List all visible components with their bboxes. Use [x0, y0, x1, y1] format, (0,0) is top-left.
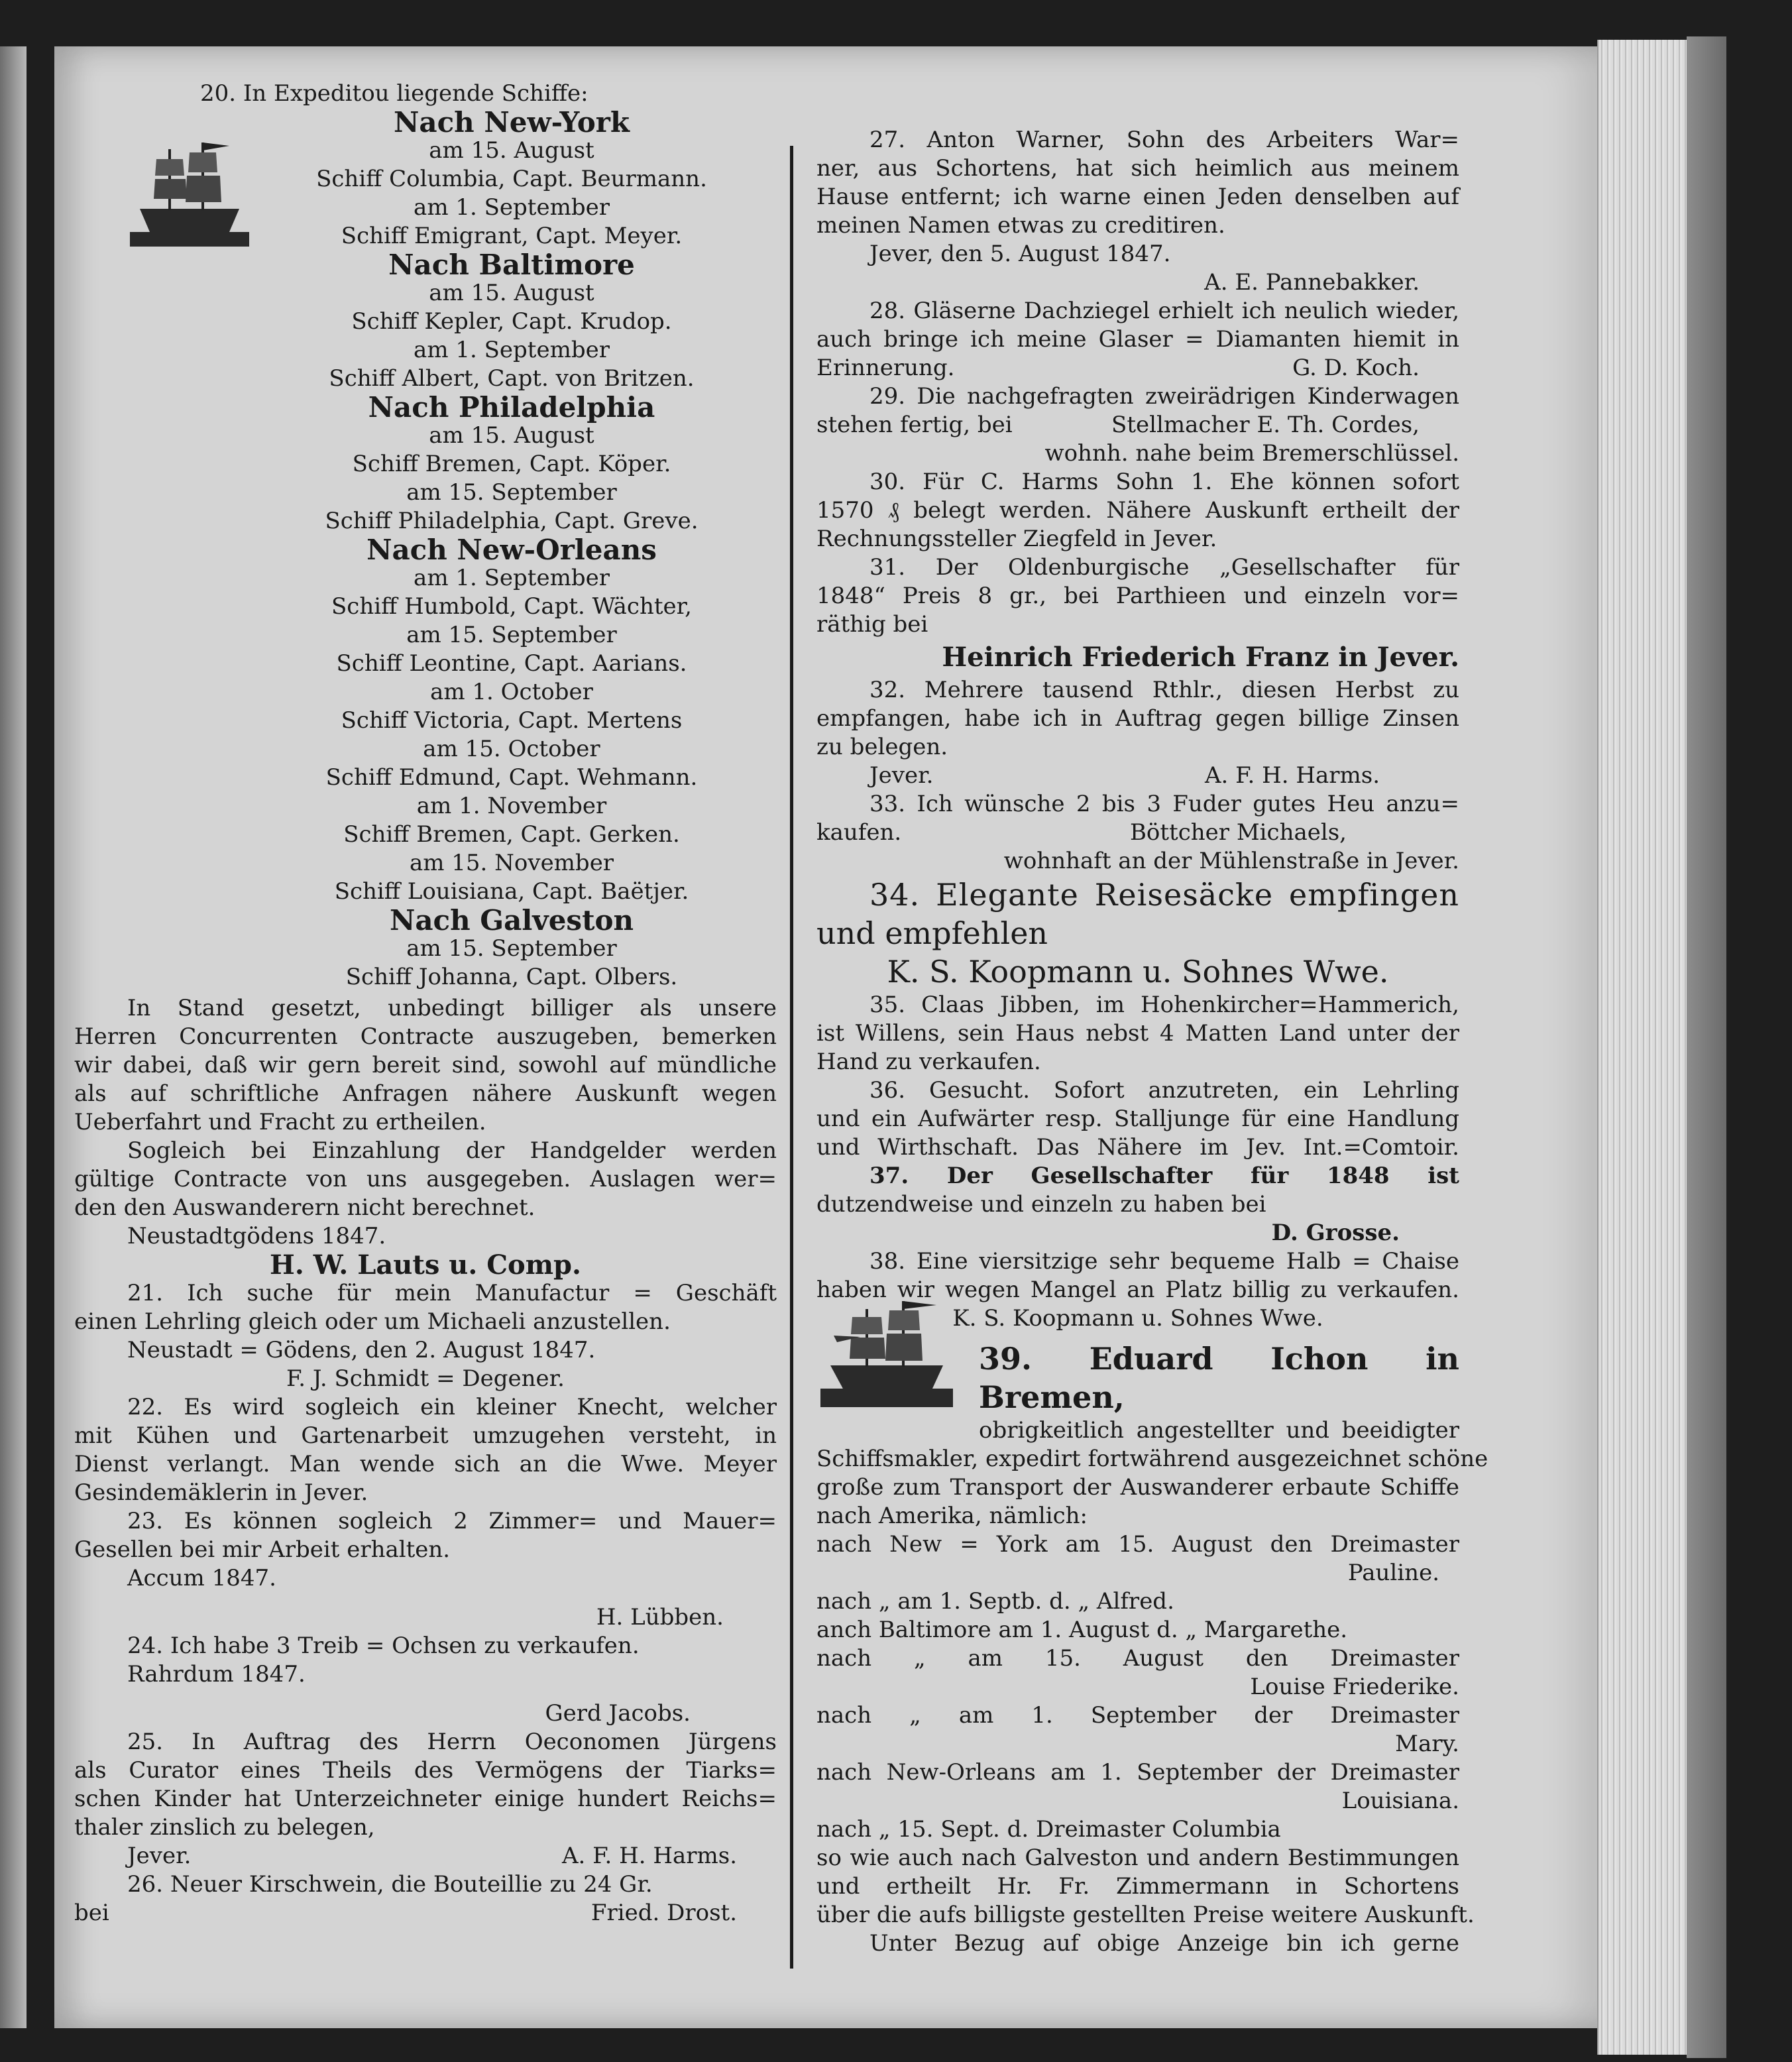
signature: Heinrich Friederich Franz in Jever.: [942, 642, 1459, 673]
body-line: Sogleich bei Einzahlung der Handgelder werden: [127, 1137, 777, 1164]
sailing-line: nach „ am 1. Septb. d. „ Alfred.: [816, 1588, 1174, 1615]
destination-heading: Nach Baltimore: [388, 249, 635, 281]
sailing-date: am 15. November: [409, 850, 614, 876]
signature: K. S. Koopmann u. Sohnes Wwe.: [887, 954, 1389, 990]
ad-37: [816, 1162, 1459, 1247]
body-line: 28. Gläserne Dachziegel erhielt ich neulich wieder,: [869, 298, 1459, 324]
place-date: Rahrdum 1847.: [127, 1661, 306, 1688]
sailing-line: nach „ am 15. August den Dreimaster: [816, 1645, 1459, 1672]
ship-line: Schiff Edmund, Capt. Wehmann.: [325, 764, 698, 791]
body-line: Gesellen bei mir Arbeit erhalten.: [74, 1536, 451, 1563]
ship-line: Schiff Kepler, Capt. Krudop.: [351, 308, 672, 335]
sailing-line: nach New-Orleans am 1. September der Dreimaster: [816, 1759, 1459, 1786]
ad-27: [816, 126, 1459, 297]
sailing-date: am 15. October: [423, 736, 600, 762]
body-line: über die aufs billigste gestellten Preise weitere Auskunft.: [816, 1902, 1475, 1928]
ad-25: [74, 1728, 777, 1870]
sailing-ship: Mary.: [1395, 1731, 1459, 1757]
left-column: [74, 80, 777, 1927]
body-line: zu belegen.: [816, 734, 948, 760]
body-line: 27. Anton Warner, Sohn des Arbeiters War=: [869, 127, 1459, 153]
ad-32: [816, 676, 1459, 790]
book-spine: [1687, 36, 1726, 2058]
body-line: den den Auswanderern nicht berechnet.: [74, 1194, 535, 1221]
body-line: 26. Neuer Kirschwein, die Bouteillie zu 24 Gr.: [127, 1871, 653, 1898]
body-line: thaler zinslich zu belegen,: [74, 1814, 375, 1841]
body-line: 24. Ich habe 3 Treib = Ochsen zu verkaufen.: [127, 1632, 640, 1659]
ad-21: [74, 1279, 777, 1393]
body-line: 23. Es können sogleich 2 Zimmer= und Mauer=: [127, 1508, 777, 1534]
body-line: In Stand gesetzt, unbedingt billiger als unsere: [127, 995, 777, 1021]
body-line: mit Kühen und Gartenarbeit umzugehen versteht, in: [74, 1422, 777, 1449]
address: wohnhaft an der Mühlenstraße in Jever.: [1003, 848, 1459, 874]
ship-line: Schiff Johanna, Capt. Olbers.: [345, 964, 678, 990]
ship-line: Schiff Victoria, Capt. Mertens: [341, 707, 683, 734]
signature: Gerd Jacobs.: [545, 1700, 691, 1727]
body-line: Ueberfahrt und Fracht zu ertheilen.: [74, 1109, 486, 1135]
body-line: Schiffsmakler, expedirt fortwährend ausgezeichnet schöne: [816, 1446, 1488, 1472]
signature: Fried. Drost.: [590, 1900, 737, 1926]
sailing-ship: Pauline.: [1347, 1560, 1439, 1586]
body-line: 36. Gesucht. Sofort anzutreten, ein Lehrling: [869, 1077, 1459, 1104]
sailing-date: am 15. August: [429, 280, 594, 306]
body-line: gültige Contracte von uns ausgegeben. Auslagen wer=: [74, 1166, 777, 1192]
body-line: 35. Claas Jibben, im Hohenkircher=Hammerich,: [869, 992, 1459, 1018]
sailing-date: am 1. October: [430, 679, 593, 705]
body-line: empfangen, habe ich in Auftrag gegen billige Zinsen: [816, 705, 1459, 732]
previous-page-edge: [0, 46, 27, 2028]
sailing-line: nach New = York am 15. August den Dreimaster: [816, 1531, 1459, 1558]
body-line: 21. Ich suche für mein Manufactur = Geschäft: [127, 1280, 777, 1306]
ad-29: [816, 382, 1459, 468]
body-line: und ein Aufwärter resp. Stalljunge für eine Handlung: [816, 1106, 1459, 1132]
body-line: schen Kinder hat Unterzeichneter einige hundert Reichs=: [74, 1786, 777, 1812]
signature: H. Lübben.: [596, 1604, 724, 1631]
ship-line: Schiff Emigrant, Capt. Meyer.: [341, 223, 683, 249]
destination-heading: Nach New-York: [394, 106, 630, 139]
sailing-date: am 1. September: [414, 194, 610, 221]
ship-line: Schiff Albert, Capt. von Britzen.: [329, 365, 695, 392]
ad-20: [74, 80, 750, 992]
body-line: stehen fertig, bei: [816, 412, 1013, 438]
body-line: ist Willens, sein Haus nebst 4 Matten Land unter der: [816, 1020, 1459, 1047]
body-line: Gesindemäklerin in Jever.: [74, 1479, 368, 1506]
body-line: große zum Transport der Auswanderer erbaute Schiffe: [816, 1474, 1459, 1501]
body-line: 37. Der Gesellschafter für 1848 ist: [869, 1163, 1459, 1189]
body-line: 25. In Auftrag des Herrn Oeconomen Jürgens: [127, 1729, 777, 1755]
signature: F. J. Schmidt = Degener.: [286, 1365, 565, 1392]
body-line: und ertheilt Hr. Fr. Zimmermann in Schortens: [816, 1873, 1459, 1900]
body-line: ner, aus Schortens, hat sich heimlich aus meinem: [816, 155, 1459, 182]
body-line: so wie auch nach Galveston und andern Bestimmungen: [816, 1845, 1459, 1871]
body-line: bei: [74, 1900, 109, 1926]
sailing-date: am 15. September: [406, 479, 617, 506]
destination-heading: Nach New-Orleans: [366, 534, 657, 566]
page-edges: [1597, 40, 1691, 2055]
ad-20-body: [74, 994, 777, 1279]
sailing-line: anch Baltimore am 1. August d. „ Margarethe.: [816, 1617, 1348, 1643]
ad-heading: Bremen,: [979, 1379, 1125, 1415]
ad-22: [74, 1393, 777, 1507]
body-line: als Curator eines Theils des Vermögens der Tiarks=: [74, 1757, 777, 1784]
signature: A. F. H. Harms.: [1204, 762, 1380, 789]
ad-31: [816, 553, 1459, 676]
ad-38: [816, 1247, 1459, 1333]
ad-36: [816, 1076, 1459, 1162]
body-line: wir dabei, daß wir gern bereit sind, sowohl auf mündliche: [74, 1052, 777, 1078]
ad-heading: 39. Eduard Ichon in: [979, 1341, 1459, 1377]
ad-33: [816, 790, 1459, 876]
body-line: 22. Es wird sogleich ein kleiner Knecht, welcher: [127, 1394, 777, 1420]
body-line: Herren Concurrenten Contracte auszugeben, bemerken: [74, 1023, 777, 1050]
body-line: dutzendweise und einzeln zu haben bei: [816, 1191, 1266, 1218]
place-date: Accum 1847.: [127, 1565, 276, 1591]
right-column: [816, 126, 1488, 1958]
body-line: 1570 ₰ belegt werden. Nähere Auskunft ertheilt der: [816, 497, 1459, 524]
sailing-line: nach „ 15. Sept. d. Dreimaster Columbia: [816, 1816, 1281, 1843]
ad-26: [74, 1870, 777, 1927]
body-line: meinen Namen etwas zu creditiren.: [816, 212, 1225, 239]
column-rule: [790, 146, 793, 1969]
body-line: 38. Eine viersitzige sehr bequeme Halb = Chaise: [869, 1248, 1459, 1275]
body-line: als auf schriftliche Anfragen nähere Auskunft wegen: [74, 1080, 777, 1107]
body-line: 31. Der Oldenburgische „Gesellschafter für: [869, 554, 1459, 581]
signature: G. D. Koch.: [1292, 355, 1420, 381]
body-line: Hand zu verkaufen.: [816, 1049, 1041, 1075]
place: Jever.: [869, 762, 934, 789]
ad-24: [74, 1632, 777, 1728]
body-line: Rechnungssteller Ziegfeld in Jever.: [816, 526, 1217, 552]
sailing-ship: Louise Friederike.: [1250, 1674, 1459, 1700]
body-line: obrigkeitlich angestellter und beeidigter: [979, 1417, 1459, 1444]
ad-35: [816, 991, 1459, 1076]
place-date: Neustadt = Gödens, den 2. August 1847.: [127, 1337, 596, 1363]
signature: Böttcher Michaels,: [1129, 819, 1347, 846]
place: Jever.: [127, 1843, 192, 1869]
body-line: auch bringe ich meine Glaser = Diamanten hiemit in: [816, 326, 1459, 353]
signature: A. F. H. Harms.: [561, 1843, 737, 1869]
signature: A. E. Pannebakker.: [1204, 269, 1420, 296]
ad-heading: 34. Elegante Reisesäcke empfingen: [869, 877, 1459, 913]
sailing-line: nach „ am 1. September der Dreimaster: [816, 1702, 1459, 1729]
ship-line: Schiff Columbia, Capt. Beurmann.: [316, 166, 707, 192]
ship-line: Schiff Philadelphia, Capt. Greve.: [325, 508, 699, 534]
body-line: nach Amerika, nämlich:: [816, 1503, 1088, 1529]
body-line: 29. Die nachgefragten zweirädrigen Kinderwagen: [869, 383, 1459, 410]
signature: D. Grosse.: [1271, 1220, 1400, 1246]
sailing-date: am 1. September: [414, 565, 610, 591]
ad-23: [74, 1507, 777, 1632]
body-line: 30. Für C. Harms Sohn 1. Ehe können sofort: [869, 469, 1459, 495]
ship-line: Schiff Bremen, Capt. Köper.: [352, 451, 671, 477]
ship-line: Schiff Louisiana, Capt. Baëtjer.: [334, 878, 689, 905]
sailing-ship: Louisiana.: [1341, 1788, 1459, 1814]
sailing-date: am 15. August: [429, 137, 594, 164]
destination-heading: Nach Galveston: [389, 904, 634, 937]
signature: K. S. Koopmann u. Sohnes Wwe.: [952, 1305, 1323, 1332]
address: wohnh. nahe beim Bremerschlüssel.: [1044, 440, 1459, 467]
place-date: Jever, den 5. August 1847.: [869, 241, 1171, 267]
ship-line: Schiff Leontine, Capt. Aarians.: [336, 650, 687, 677]
ad-20-intro: 20. In Expeditou liegende Schiffe:: [200, 80, 588, 107]
signature: Stellmacher E. Th. Cordes,: [1111, 412, 1420, 438]
sailing-date: am 15. August: [429, 422, 594, 449]
ad-34: [816, 876, 1459, 991]
ad-28: [816, 297, 1459, 382]
body-line: einen Lehrling gleich oder um Michaeli anzustellen.: [74, 1308, 671, 1335]
destination-heading: Nach Philadelphia: [368, 391, 655, 424]
ad-heading: und empfehlen: [816, 915, 1048, 951]
ad-30: [816, 468, 1459, 553]
signature: H. W. Lauts u. Comp.: [270, 1249, 581, 1281]
body-line: räthig bei: [816, 611, 928, 638]
body-line: Dienst verlangt. Man wende sich an die Wwe. Meyer: [74, 1451, 777, 1477]
sailing-date: am 15. September: [406, 935, 617, 962]
sailing-date: am 1. November: [416, 793, 607, 819]
body-line: Hause entfernt; ich warne einen Jeden denselben auf: [816, 184, 1459, 210]
body-line: kaufen.: [816, 819, 902, 846]
body-line: und Wirthschaft. Das Nähere im Jev. Int.=Comtoir.: [816, 1134, 1459, 1161]
body-line: 33. Ich wünsche 2 bis 3 Fuder gutes Heu anzu=: [869, 791, 1459, 817]
body-line: Erinnerung.: [816, 355, 955, 381]
body-line: 1848“ Preis 8 gr., bei Parthieen und einzeln vor=: [816, 583, 1459, 609]
body-line: Unter Bezug auf obige Anzeige bin ich gerne: [869, 1930, 1459, 1957]
ship-line: Schiff Humbold, Capt. Wächter,: [331, 593, 692, 620]
ship-line: Schiff Bremen, Capt. Gerken.: [343, 821, 680, 848]
sailing-date: am 15. September: [406, 622, 617, 648]
body-line: haben wir wegen Mangel an Platz billig zu verkaufen.: [816, 1277, 1459, 1303]
body-line: 32. Mehrere tausend Rthlr., diesen Herbst zu: [869, 677, 1459, 703]
ad-39: [816, 1340, 1488, 1958]
place-date: Neustadtgödens 1847.: [127, 1223, 386, 1249]
sailing-date: am 1. September: [414, 337, 610, 363]
